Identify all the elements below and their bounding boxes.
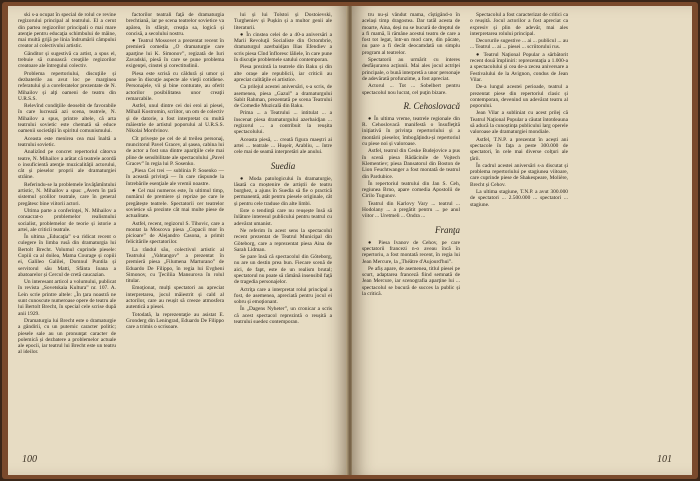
page-number-right: 101 <box>657 454 672 465</box>
paragraph: Pe afiș apare, de asemenea, titlul piesei pe scurt, adaptarea franceză fiind semnată de Jean Mercure, iar scenografia aparţine lui ... spectacolul se bucură de succes la public și la critică. <box>362 265 460 297</box>
paragraph: Prima ... a Teatrului ... intitulat ... a înscenat piesa dramaturgului azerbaidjan ... regizorul ... a contribuit la reușita spectacolului. <box>234 110 332 136</box>
paragraph: Astfel, T.N.P. a prezentat în acești ani spectacole în faţa a peste 300.000 de spectatori, în cele mai diverse colţuri ale ţării. <box>470 136 568 162</box>
paragraph: Astfel, recent, regizorul S. Tihovic, care a montat la Moscova piesa „Copacii mor în picioare” de Alejandro Casona, a primit felicitările spectatorilor. <box>126 220 224 246</box>
paragraph: Actorul ... Tot ... Sobelbert pentru spectacolul nou lucrat, cel puţin bizare. <box>362 83 460 96</box>
paragraph: Relevînd condiţiile deosebit de favorabile în care lucrează azi scena, teatrele, N. Mihailov a spus, printre altele, că arta teatrului sovietic este chemată să educe oamenii societăţii în spiritul comunismului. <box>18 103 116 135</box>
paragraph: Dramaturgia lui Brecht este o dramaturgie a gândirii, cu un puternic caracter politic; piesele sale au un pronunţat caracter de polemică și dezbatere a problemelor actuale ale epocii, iar teatrul lui Brecht este un teatru al ideilor. <box>18 317 116 356</box>
paragraph: În repertoriul teatrului din Jan S. Ceh, regiunea Brno, apare comedia Apostolii de Cirilo Tugunov. <box>362 180 460 200</box>
paragraph: La rândul său, colectivul artistic al Teatrului „Vahtangov” a prezentat în premieră piesa „Filumena Marturano” de Eduardo De Filippo, în regia lui Evgheni Simonov, cu Ţeciliia Mansurova în rolul titular. <box>126 246 224 285</box>
paragraph: Este o tendinţă care nu reușește însă să înlăture interesul publicului pentru teatrul cu adevărat umanist. <box>234 208 332 227</box>
paragraph: Totodată, la reprezentaţie au asistat E. Gronderg din Leningrad, Eduardo De Filippo care a trimis o scrisoare. <box>126 311 224 331</box>
paragraph: Spectacolul a fost caracterizat de critici ca o reușită. Jocul actorilor a fost apreciat ca expresiv și plin de adevăr, mai ales interpretarea rolului principal. <box>470 12 568 37</box>
paragraph: Jean Vilar a subliniat cu acest prilej că Teatrul Naţional Popular a căutat întotdeauna să aducă la cunoștinţa publicului larg operele valoroase ale dramaturgiei mondiale. <box>470 110 568 136</box>
paragraph: ● Teatrul Mossovet a prezentat recent în premieră comedia „O dramaturgie care aparţine lui K. Simonov”, regizată de Iuri Zavadski, piesă în care se pune problema exigenţei, cinstei și corectitudinii. <box>126 38 224 70</box>
left-column-1 <box>18 12 116 357</box>
paragraph: Ne referim în acest sens la spectacolul recent prezentat de Teatrul Municipal din Göteborg, care a reprezentat piesa Aina de Sarah Lidman. <box>234 227 332 253</box>
paragraph: La ultima stagiune, T.N.P. a avut 300.000 de spectatori ... 2.500.000 ... spectatori ... stagiune. <box>470 189 568 208</box>
left-column-2 <box>126 12 224 332</box>
paragraph: ● Teatrul Naţional Popular a sărbătorit recent două împliniri: reprezentaţia a 1.000-a a spectacolului și cea de-a zecea aniversare a Festivalului de la Avignon, condus de Jean Vilar. <box>470 51 568 83</box>
paragraph: Emoţionat, mulţi spectatori au apreciat interpretarea, jocul măiestrit și cald al actorilor, care au reușit să creeze atmosfera autentică a piesei. <box>126 285 224 311</box>
paragraph: Problema repertoriului, discuţiile și dezbaterile au avut loc pe marginea referatului și a coreferatelor prezentate de N. Mihailov și alţi oameni de teatru din U.R.S.S. <box>18 70 116 102</box>
paragraph: Piesa prezintă la teatrele din Baku și din alte orașe ale republicii, iar criticii au apreciat calităţile ei artistice. <box>234 64 332 83</box>
paragraph: În „Dagens Nyheter”, un cronicar a scris că acest spectacol reprezintă o reușită a teatrului suedez contemporan. <box>234 306 332 326</box>
paragraph: Referindu-se la problemele învăţămîntului artistic, N. Mihailov a spus: „Avem în ţară sistemul școlilor teatrale, care în general pregătesc bine viitorii actori. <box>18 181 116 207</box>
right-page <box>352 6 692 475</box>
paragraph: Ultima parte a conferinţei, N. Mihailov a consacrat-o problemelor realismului socialist, problemelor de teorie și istorie a artei, ale criticii teatrale. <box>18 207 116 233</box>
paragraph: factorilor teatrali faţă de dramaturgia brechtiană, iar pe scena teatrelor sovietice va apărea, în sfârșit, creaţia sa, logică și concisă, a secolului nostru. <box>126 12 224 37</box>
paragraph: Cît privește pe cel de al treilea personaj, muncitorul Pavel Gracev, al șasea, cabina lui de actor a fost una dintre apariţiile cele mai pline de sensibilitate ale spectacolului „Pavel Gracev” în regia lui P. Sosenko. <box>126 135 224 167</box>
paragraph: Teatrul din Karlovy Vary ... teatrul ... Hodolany ... a pregătit pentru ... pe anul viitor ... Uretmeli ... Ondra ... <box>362 200 460 220</box>
paragraph: Astfel, unul dintre cei doi eroi ai piesei, Mihail Kostromin, scriitor, un om de colectiv și de datorie, a fost interpretat cu multă măiestrie de artistul poporului al U.R.S.S. Nikolai Mordvinov. <box>126 103 224 135</box>
paragraph: Analizînd pe concret repertoriul câtorva teatre, N. Mihailov a arătat că teatrele acordă o insuficientă atenţie muzicalităţii actorului, cât și pieselor proprii ale dramaturgiei străine. <box>18 149 116 181</box>
paragraph: În ultima „Educaţia” s-a ridicat recent o culegere în limba rusă din dramaturgia lui Bertolt Brecht. Volumul cuprinde piesele: Copiii ca al doilea, Mama Courage și copiii ei, Galileo Galilei, Domnul Puntila și servitorul său Matti, Sfânta Ioana a abatoarelor și Cercul de cretă caucazian. <box>18 234 116 278</box>
paragraph: Aceasta este menirea cea mai înaltă a teatrului sovietic. <box>18 135 116 148</box>
paragraph: Spectatorii au urmărit cu interes desfășurarea acţiunii. Mai ales jocul actriţei principale, o bună interpretă a unor personaje de adevărată profunzime, a fost apreciat. <box>362 57 460 82</box>
paragraph: Aceasta piesă, ... creată figura maeștri ai artei ... teatrale ... Hușeir, Arabliu, ... între cele mai de seamă interpretări ale anului. <box>234 136 332 156</box>
section-heading-suedia: Suedia <box>270 160 296 171</box>
right-column-1 <box>362 12 460 298</box>
paragraph: lui și lui Tolstoi și Dostoievski, Turgheniev și Pușkin și a multor genii ale literaturii. <box>234 12 332 31</box>
paragraph: ● În cinstea celei de a 40-a aniversări a Marii Revoluţii Socialiste din Octombrie, dramaturgul azerbaidjan Ilias Efendiev a scris piesa Cînd înfloresc lăliele, în care pune în discuţie problemele satului contemporan. <box>234 31 332 64</box>
paragraph: Astfel, teatrul din Ceske Budejovice a pus în scenă piesa Rădăcinile de Vojtech Klementiev; piesa Dansatorul din Boston de Lion Feuchtwanger a fost montată de teatrul din Pardubice. <box>362 148 460 180</box>
paragraph: ● Moda patologicului în dramaturgie, lăsată ca moștenire de artiștii de teatru burghez, a ajuns în Suedia să fie o practică permanentă, atât pentru piesele originale, cât și pentru cele traduse din alte limbi. <box>234 175 332 207</box>
paragraph: Ca prilejul acestei aniversări, s-a scris, de asemenea, piesa „Gazul” a dramaturgului Sabit Rahman, prezentată pe scena Teatrului de Comedie Muzicală din Baku. <box>234 84 332 110</box>
section-heading-cehoslovacia: R. Cehoslovacă <box>403 100 460 111</box>
paragraph: „Piesa Cei trei — sublinia P. Sosenko — în această privinţă — în care răspunde la întrebările esenţiale ale vremii noastre. <box>126 168 224 187</box>
paragraph: ● În ultima vreme, teatrele regionale din R. Cehoslovacă manifestă o însufleţită iniţiativă în privinţa repertoriului și a montării pieselor, îmbogăţindu-și repertoriul cu piese noi și valoroase. <box>362 115 460 148</box>
paragraph: Se pare însă că spectacolul din Göteborg, nu are un destin prea bun. Fiecare scenă de aici, de fapt, este de un realism brutal; spectatorul nu poate să rămână insensibil faţă de tragedia personajelor. <box>234 254 332 286</box>
paragraph: Decorurile sugestive ... ai ... publicul ... au ... Teatrul ... ai ... piesei ... scriitorului rus. <box>470 38 568 51</box>
paragraph: Actriţa care a interpretat rolul principal a fost, de asemenea, apreciată pentru jocul ei sobru și emoţionant. <box>234 286 332 306</box>
paragraph: ● Cel mai numeros este, în ultimul timp, numărul de premiere și reprize pe care le pregătește teatrele. Spectatorii cer teatrelor sovietice să prezinte cât mai multe piese de actualitate. <box>126 188 224 220</box>
paragraph: ● Piesa Ivanov de Cehov, pe care spectatorii francezi n-o aveau încă în repertoriu, a fost montată recent, în regia lui Jean Mercure, la „Théâtre d'Aujourd'hui”. <box>362 239 460 265</box>
paragraph: În cadrul acestei aniversări s-a discutat și problema repertoriului pe stagiunea viitoare, care cuprinde piese de Shakespeare, Molière, Brecht și Cehov. <box>470 162 568 188</box>
left-column-3 <box>234 12 332 326</box>
right-column-2 <box>470 12 568 209</box>
paragraph: Gânditor și sugestivă ca artist, a spus el, trebuie să cunoască creaţiile regizorilor creatoare ale întregului colectiv. <box>18 50 116 70</box>
paragraph: Piesa este scrisă cu căldură și umor și pune în discuţie aspecte ale vieţii cotidiene. Personajele, vii și bine conturate, au oferit actorilor posibilitatea unor creaţii remarcabile. <box>126 70 224 102</box>
page-number-left: 100 <box>22 454 37 465</box>
left-page <box>8 6 348 475</box>
paragraph: ski s-a ocupat în special de rolul ce revine regizorului principal al teatrului. El a cerut din partea regizorilor principali o mai mare atenţie pentru educaţia schimbului de mâine, mai multă grijă pe linia îndrumării câmpului creator al colectivului artistic. <box>18 12 116 50</box>
paragraph: Un interesant articol a volumului, publicat în revista „Sovetskaia Kultura” nr. 107. A. Lein scrie printre altele: „În ţara noastră ne sunt cunoscute numeroase opere de teatru ale lui Bertolt Brecht, în special cele scrise după anii 1929. <box>18 279 116 317</box>
paragraph: tru nu-și vândut mama, cîștigând-o în același timp dragostea. Dar tatăl acesta de moarte, Aina, deși nu se bucură de dreptul de a fi mamă, îi rămâne acestui teatru de care a fost tot legat, într-un mod care, din păcate, nu pare a fi decât deocamdată un simplu program al teatrelor. <box>362 12 460 56</box>
section-heading-franta: Franţa <box>434 224 460 235</box>
paragraph: De-a lungul acestei perioade, teatrul a prezentat piese din repertoriul clasic și contemporan, devenind un adevărat teatru al poporului. <box>470 84 568 110</box>
